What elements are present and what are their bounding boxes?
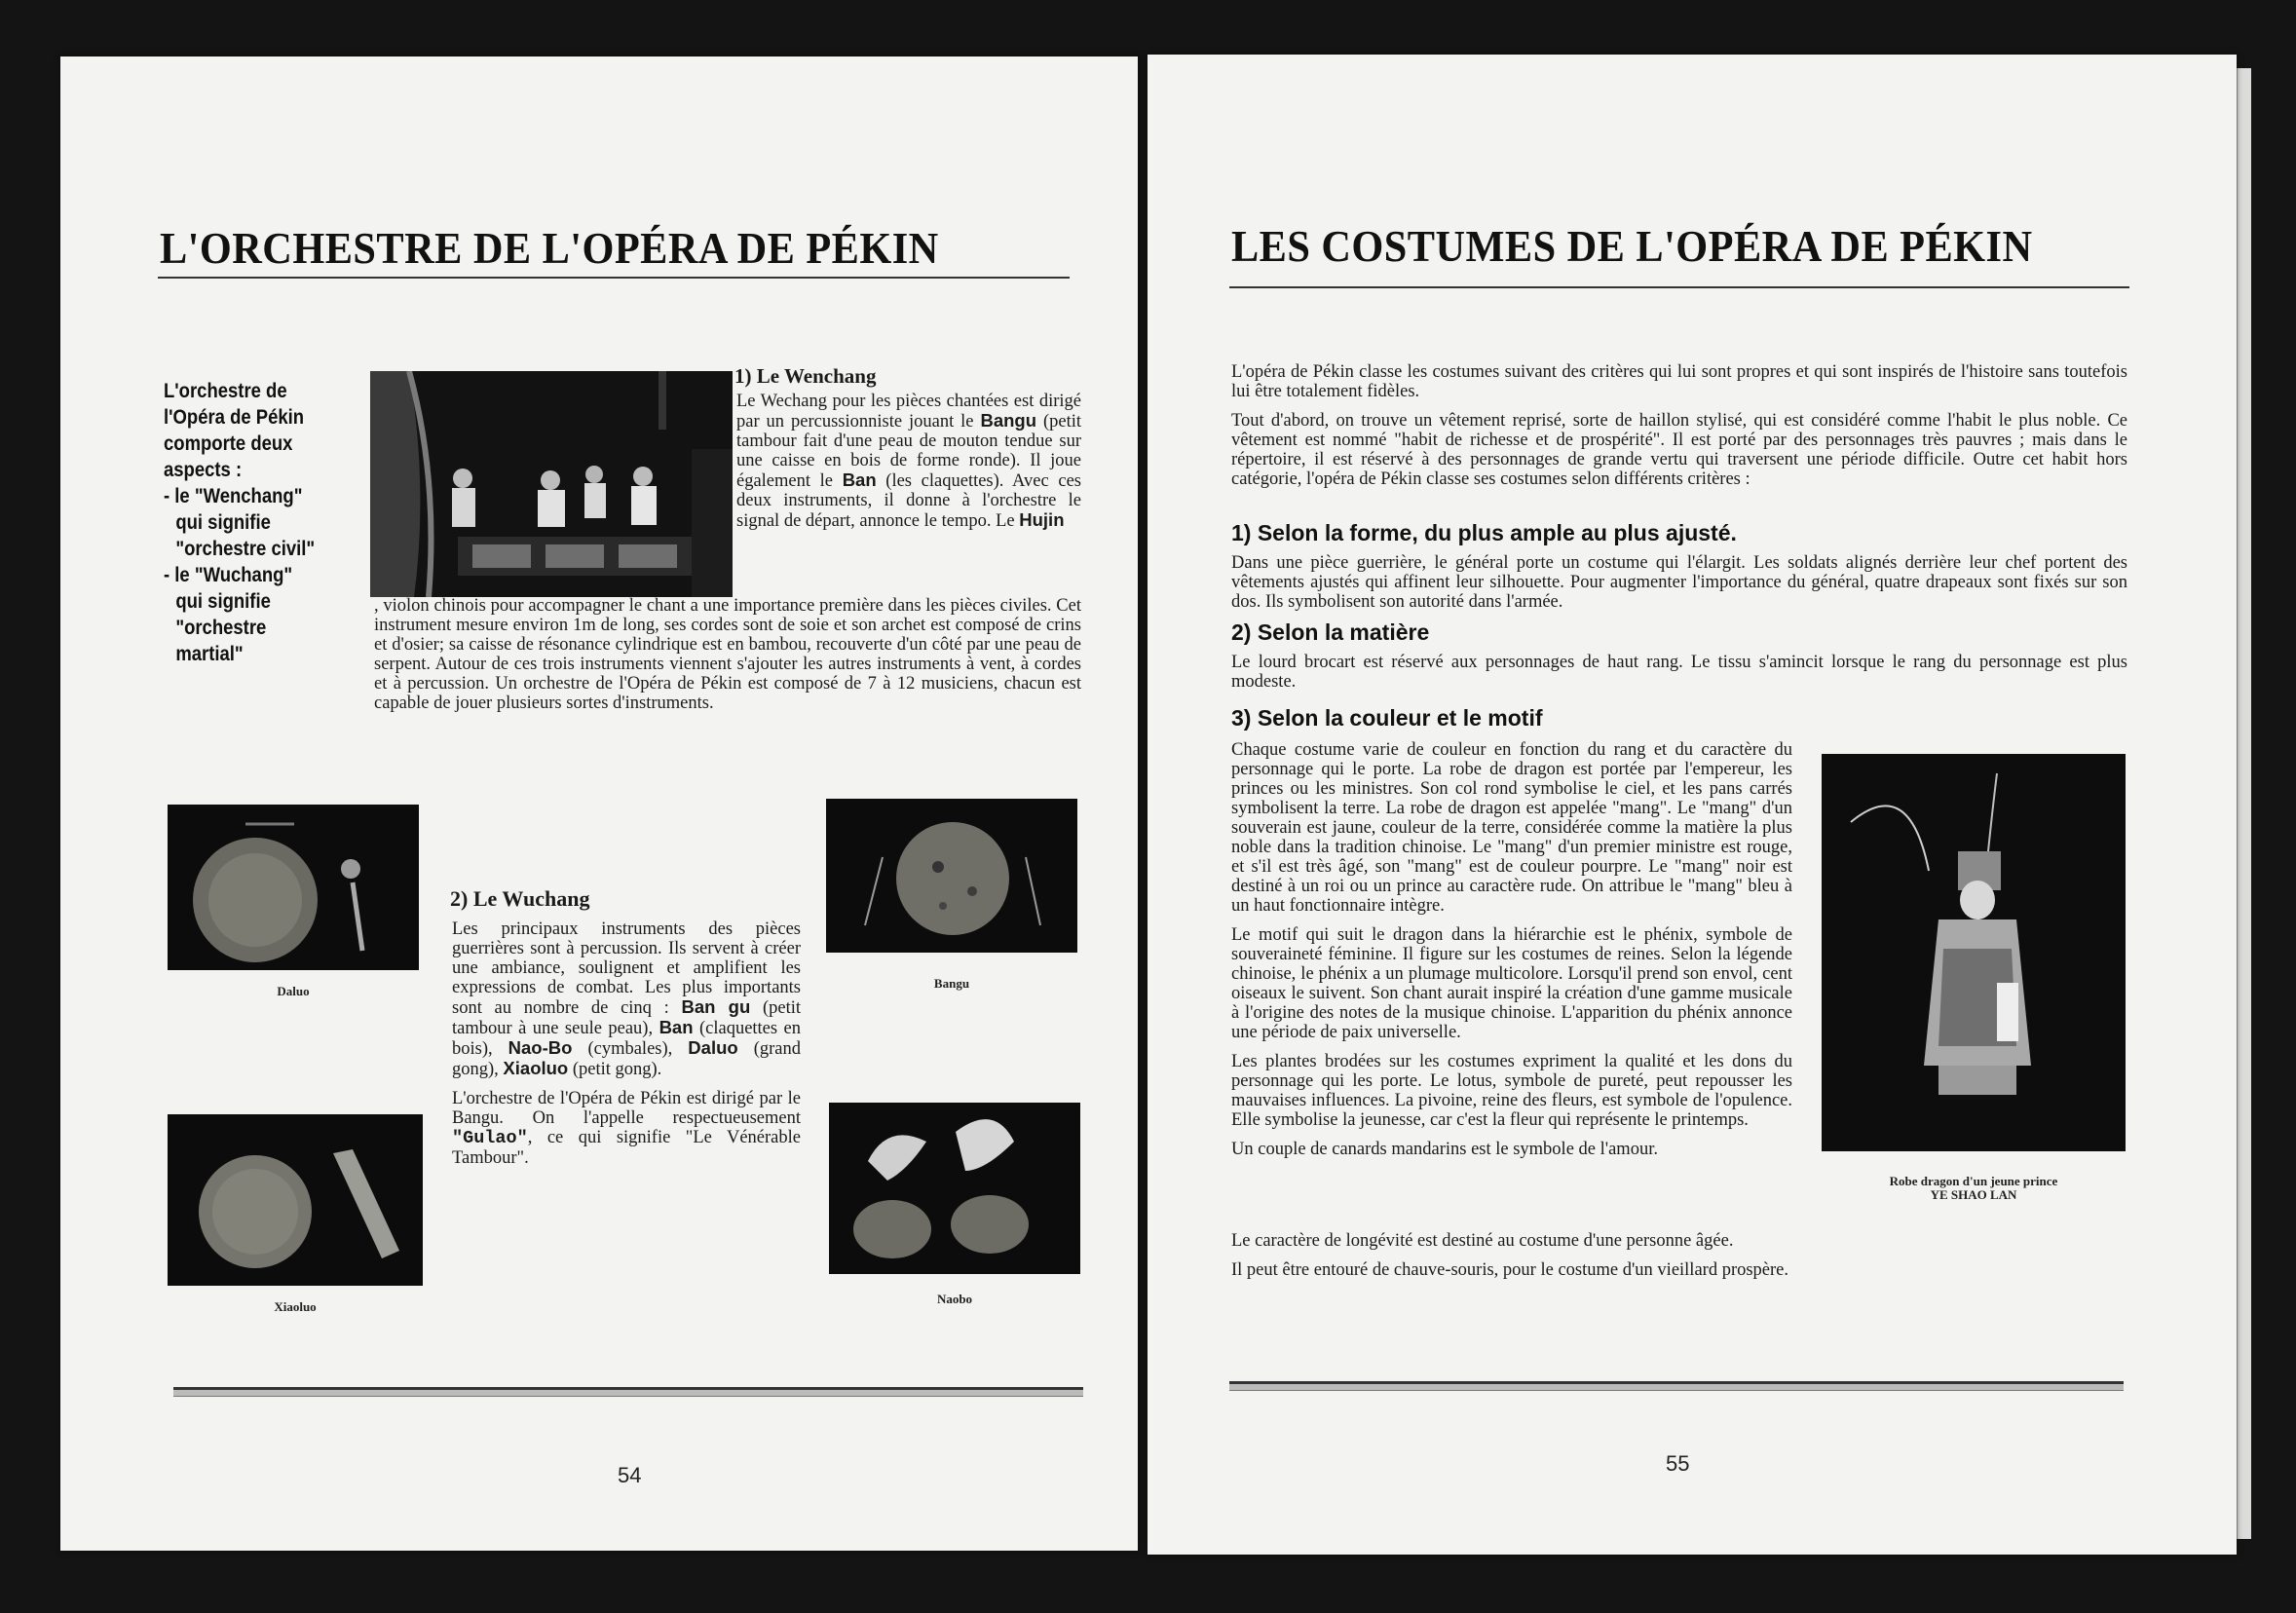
daluo-photo bbox=[168, 805, 419, 970]
wenchang-text-1: Le Wechang pour les pièces chantées est dirigé par un percussionniste jouant le bbox=[736, 392, 1081, 431]
wuchang-text-1: Les principaux instruments des pièces guerrières sont à percussion. Ils servent à créer une ambiance, soulignent et amplifient les expressions de combat. Les plus importants sont au nombre de cinq : bbox=[452, 919, 801, 1018]
bottom-rule bbox=[173, 1387, 1083, 1397]
section-3-paragraph-4: Un couple de canards mandarins est le symbole de l'amour. bbox=[1231, 1140, 1658, 1159]
wenchang-text-bottom bbox=[374, 596, 1081, 713]
wuchang-paragraph-2 bbox=[452, 1089, 801, 1168]
wenchang-text-2: (petit tambour fait d'une peau de mouton tendue sur une caisse en bois de forme ronde). Il joue également le bbox=[736, 412, 1081, 491]
section-3-paragraph-5: Le caractère de longévité est destiné au costume d'une personne âgée. bbox=[1231, 1231, 1734, 1251]
wuchang-text-7a: L'orchestre de l'Opéra de Pékin est dirigé par le Bangu. On l'appelle respectueusement bbox=[452, 1089, 801, 1128]
wuchang-heading: 2) Le Wuchang bbox=[450, 886, 590, 911]
section-3-paragraph-2: Le motif qui suit le dragon dans la hiérarchie est le phénix, symbole de souveraineté féminine. Il figure sur les costumes de reines. Selon la légende chinoise, le phénix a un plumage multicolore. Lorsqu'il prend son envol, cent oiseaux le suivent. Son chant aurait inspiré la création d'une gamme musicale à l'origine des notes de la musique chinoise. L'apparition du phénix annonce une période de paix universelle. bbox=[1231, 925, 1792, 1042]
page-edge bbox=[2237, 68, 2251, 1539]
title-rule bbox=[1229, 286, 2129, 288]
right-page-title: LES COSTUMES DE L'OPÉRA DE PÉKIN bbox=[1231, 221, 2033, 271]
left-page-title: L'ORCHESTRE DE L'OPÉRA DE PÉKIN bbox=[160, 223, 939, 273]
page-number: 54 bbox=[618, 1463, 642, 1487]
caption-line-1: Robe dragon d'un jeune prince bbox=[1889, 1174, 2058, 1188]
wuchang-text bbox=[452, 919, 801, 1178]
xiaoluo-photo bbox=[168, 1114, 423, 1286]
wuchang-text-5: (grand gong), bbox=[452, 1039, 801, 1079]
right-page bbox=[1148, 55, 2237, 1555]
xiaoluo-caption: Xiaoluo bbox=[274, 1299, 317, 1314]
kw-ban: Ban bbox=[842, 469, 877, 490]
bangu-caption: Bangu bbox=[933, 976, 970, 991]
section-3-heading: 3) Selon la couleur et le motif bbox=[1231, 705, 1543, 731]
dragon-robe-photo bbox=[1822, 754, 2126, 1151]
orchestra-photo bbox=[370, 371, 733, 597]
wuchang-text-4: (cymbales), bbox=[572, 1039, 689, 1059]
costumes-intro bbox=[1231, 362, 2127, 499]
wuchang-text-2: (petit tambour à une seule peau), bbox=[452, 998, 802, 1038]
daluo-caption: Daluo bbox=[277, 984, 310, 998]
section-3-paragraph-3: Les plantes brodées sur les costumes expriment la qualité et les dons du personnage qui les porte. Le lotus, symbole de pureté, peut repousser les mauvaises influences. La pivoine, reine des fleurs, est symbole de l'opulence. Elle symbolise la jeunesse, car c'est la fleur qui représente le printemps. bbox=[1231, 1052, 1792, 1130]
section-2-text: Le lourd brocart est réservé aux personnages de haut rang. Le tissu s'amincit lorsque le rang du personnage est plus modeste. bbox=[1231, 653, 2127, 692]
wuchang-text-6: (petit gong). bbox=[568, 1060, 662, 1079]
bottom-rule bbox=[1229, 1381, 2124, 1391]
wenchang-heading: 1) Le Wenchang bbox=[734, 364, 877, 388]
kw-daluo: Daluo bbox=[688, 1037, 738, 1058]
kw-bangu: Bangu bbox=[980, 410, 1037, 431]
intro-item-wuchang: - le "Wuchang" qui signifie "orchestre martial" bbox=[164, 564, 293, 665]
naobo-photo bbox=[829, 1103, 1080, 1274]
intro-lead: L'orchestre de l'Opéra de Pékin comporte deux aspects : bbox=[164, 380, 305, 481]
intro-paragraph-1: L'opéra de Pékin classe les costumes suivant des critères qui lui sont propres et qui sont inspirés de l'histoire sans toutefois lui être totalement fidèles. bbox=[1231, 362, 2127, 401]
kw-xiaoluo: Xiaoluo bbox=[503, 1058, 569, 1078]
left-page bbox=[60, 56, 1138, 1551]
caption-line-2: YE SHAO LAN bbox=[1930, 1187, 2017, 1202]
kw-gulao: "Gulao" bbox=[452, 1128, 528, 1148]
kw-ban-2: Ban bbox=[659, 1017, 694, 1037]
section-1-heading: 1) Selon la forme, du plus ample au plus ajusté. bbox=[1231, 520, 1737, 545]
section-3-closing bbox=[1231, 1231, 2127, 1290]
section-3-paragraph-6: Il peut être entouré de chauve-souris, pour le costume d'un vieillard prospère. bbox=[1231, 1260, 1789, 1280]
wuchang-text-7b: , ce qui signifie "Le Vénérable Tambour". bbox=[452, 1128, 801, 1168]
bangu-photo bbox=[826, 799, 1077, 953]
intro-item-wenchang: - le "Wenchang" qui signifie "orchestre civil" bbox=[164, 485, 316, 560]
wenchang-text-top bbox=[736, 392, 1081, 531]
dragon-robe-caption bbox=[1822, 1175, 2126, 1202]
intro-paragraph-2: Tout d'abord, on trouve un vêtement reprisé, sorte de haillon stylisé, qui est considéré comme l'habit le plus noble. Ce vêtement est nommé "habit de richesse et de prospérité". Il est porté par des personnages très pauvres ; mais dans le répertoire, il est réservé à des personnages de grande vertu qui traversent une période difficile. Outre cet habit hors catégorie, l'opéra de Pékin classe ses costumes selon différents critères : bbox=[1231, 411, 2127, 489]
section-2-heading: 2) Selon la matière bbox=[1231, 619, 1430, 645]
title-rule bbox=[158, 277, 1070, 279]
kw-nao-bo: Nao-Bo bbox=[508, 1037, 573, 1058]
page-number: 55 bbox=[1666, 1451, 1690, 1476]
kw-ban-gu: Ban gu bbox=[681, 996, 751, 1017]
orchestra-intro bbox=[164, 378, 318, 667]
section-3-text bbox=[1231, 740, 1792, 1169]
wuchang-text-3: (claquettes en bois), bbox=[452, 1019, 802, 1059]
naobo-caption: Naobo bbox=[936, 1292, 973, 1306]
section-1-text: Dans une pièce guerrière, le général porte un costume qui l'élargit. Les soldats alignés derrière leur chef portent des vêtements ajustés qui affinent leur silhouette. Pour augmenter l'importance du général, quatre drapeaux sont fixés sur son dos. Ils symbolisent son autorité dans l'armée. bbox=[1231, 553, 2127, 612]
section-3-paragraph-1: Chaque costume varie de couleur en fonction du rang et du caractère du personnage qui le porte. La robe de dragon est portée par l'empereur, les princes ou les ministres. Son col rond symbolise le ciel, et les pans carrés symbolisent la terre. La robe de dragon est appelée "mang". Le "mang" d'un souverain est jaune, couleur de la terre, considérée comme la matière la plus noble dans la tradition chinoise. Le "mang" d'un premier ministre est rouge, et s'il est très âgé, son "mang" est de couleur pourpre. Le "mang" noir est destiné à un roi ou un prince au caractère rude. On attribue le "mang" bleu à un haut fonctionnaire intègre. bbox=[1231, 740, 1792, 916]
wuchang-paragraph-1 bbox=[452, 919, 801, 1079]
wenchang-text-3: (les claquettes). Avec ces deux instruments, il donne à l'orchestre le signal de départ, annonce le tempo. Le bbox=[736, 471, 1081, 531]
kw-hujin: Hujin bbox=[1019, 509, 1065, 530]
wenchang-text-4: , violon chinois pour accompagner le chant a une importance première dans les pièces civiles. Cet instrument mesure environ 1m de long, ses cordes sont de soie et son archet est composé de crins et d'osier; sa caisse de résonance cylindrique est en bambou, recouverte d'un côté par une peau de serpent. Autour de ces trois instruments viennent s'ajouter les autres instruments à vent, à cordes et à percussion. Un orchestre de l'Opéra de Pékin est composé de 7 à 12 musiciens, chacun est capable de jouer plusieurs sortes d'instruments. bbox=[374, 596, 1081, 713]
